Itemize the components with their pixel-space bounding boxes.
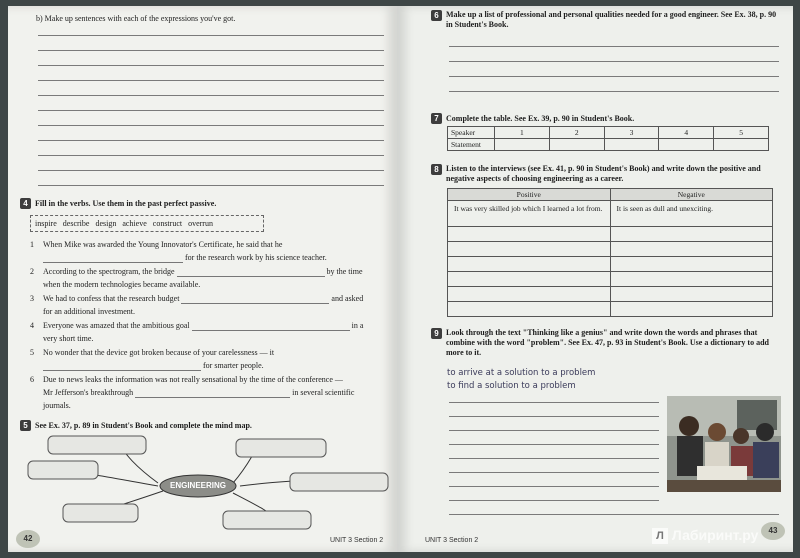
word-box	[30, 215, 264, 232]
ex4-item-2-line1	[43, 267, 363, 277]
ex4-item-6-line2	[43, 388, 354, 398]
ex4-title: Fill in the verbs. Use them in the past perfect passive.	[35, 199, 217, 208]
ex8-negative-1[interactable]: It is seen as dull and unexciting.	[610, 201, 773, 227]
left-page	[8, 6, 397, 552]
ex7-col-1: 1	[495, 127, 550, 139]
students-photo	[667, 396, 781, 492]
word-construct: construct	[152, 219, 183, 228]
word-inspire: inspire	[35, 219, 57, 228]
ex4-item-1-number: 1	[30, 240, 34, 249]
ex8-positive-cell[interactable]	[448, 257, 611, 272]
ex8-positive-cell[interactable]	[448, 287, 611, 302]
ex4-number-badge: 4	[20, 198, 31, 209]
ex8-number-badge: 8	[431, 164, 442, 175]
mind-map-box-4	[236, 439, 326, 457]
ex4-item-6-text2b: in several scientific	[292, 388, 355, 397]
mind-map-box-1	[48, 436, 146, 454]
page-number-right: 43	[761, 522, 785, 540]
watermark-logo-icon: Л	[652, 528, 668, 544]
mind-map-box-6	[223, 511, 311, 529]
ex8-positive-cell[interactable]	[448, 227, 611, 242]
blank-3[interactable]	[181, 295, 329, 304]
ex8-negative-cell[interactable]	[610, 302, 773, 317]
ex8-positive-cell[interactable]	[448, 242, 611, 257]
ex7-cell-1[interactable]	[495, 139, 550, 151]
ex7-number-badge: 7	[431, 113, 442, 124]
ex8-positive-cell[interactable]	[448, 302, 611, 317]
ex7-col-2: 2	[549, 127, 604, 139]
ex8-table	[447, 188, 773, 317]
ex4-item-2-text1b: by the time	[326, 267, 363, 276]
ex4-item-4-line2: very short time.	[43, 334, 94, 343]
ex8-positive-cell[interactable]	[448, 272, 611, 287]
word-achieve: achieve	[122, 219, 147, 228]
ex4-item-6-line3: journals.	[43, 401, 71, 410]
ex7-col-4: 4	[659, 127, 714, 139]
ex9-answer-2: to find a solution to a problem	[447, 381, 576, 391]
ex4-item-6-text2a: Mr Jefferson's breakthrough	[43, 388, 134, 397]
watermark-text: Лабиринт.ру	[671, 527, 759, 543]
ex8-negative-cell[interactable]	[610, 287, 773, 302]
ex7-title: Complete the table. See Ex. 39, p. 90 in Student's Book.	[446, 114, 635, 123]
ex4-item-4-text1a: Everyone was amazed that the ambitious goal	[43, 321, 190, 330]
ex9-title: Look through the text "Thinking like a genius" and write down the words and phrases that combine with the word "problem". See Ex. 47, p. 93 in Student's Book. Use a dictionary to add more to it.	[446, 328, 769, 357]
ex4-item-5-number: 5	[30, 348, 34, 357]
mind-map-box-3	[63, 504, 138, 522]
ex6-number-badge: 6	[431, 10, 442, 21]
ex7-row-speaker: Speaker	[448, 127, 495, 139]
ex4-item-4-text1b: in a	[351, 321, 364, 330]
ex7-cell-3[interactable]	[604, 139, 659, 151]
blank-2[interactable]	[177, 268, 325, 277]
ex7-table	[447, 126, 769, 151]
ex4-item-3-line2: for an additional investment.	[43, 307, 135, 316]
ex8-header-positive: Positive	[448, 189, 611, 201]
ex4-item-5-line2	[43, 361, 264, 371]
ex6-title: Make up a list of professional and personal qualities needed for a good engineer. See Ex. 38, p. 90 in Student's Book.	[446, 10, 777, 29]
ex4-item-5-text2: for smarter people.	[203, 361, 264, 370]
mind-map-center-label: ENGINEERING	[169, 481, 226, 490]
word-overrun: overrun	[188, 219, 213, 228]
ex7-row-statement: Statement	[448, 139, 495, 151]
ex4-item-4-line1	[43, 321, 363, 331]
ex-b-title: b) Make up sentences with each of the expressions you've got.	[36, 14, 236, 23]
ex8-title: Listen to the interviews (see Ex. 41, p. 90 in Student's Book) and write down the positive and negative aspects of choosing engineering as a career.	[446, 164, 761, 183]
ex4-item-6-number: 6	[30, 375, 34, 384]
ex4-item-1-line1: When Mike was awarded the Young Innovator's Certificate, he said that he	[43, 240, 283, 249]
ex4-item-4-number: 4	[30, 321, 34, 330]
word-design: design	[95, 219, 117, 228]
ex8-negative-cell[interactable]	[610, 272, 773, 287]
mind-map-box-5	[290, 473, 388, 491]
right-page	[397, 6, 793, 552]
ex9-number-badge: 9	[431, 328, 442, 339]
ex7-cell-4[interactable]	[659, 139, 714, 151]
ex4-item-6-line1: Due to news leaks the information was not really sensational by the time of the conference —	[43, 375, 343, 384]
blank-6[interactable]	[135, 389, 290, 398]
page-number-left: 42	[16, 530, 40, 548]
ex8-negative-cell[interactable]	[610, 257, 773, 272]
ex5-title: See Ex. 37, p. 89 in Student's Book and complete the mind map.	[35, 421, 252, 430]
mind-map-box-2	[28, 461, 98, 479]
ex4-item-2-number: 2	[30, 267, 34, 276]
watermark	[652, 527, 758, 544]
ex4-item-3-text1a: We had to confess that the research budget	[43, 294, 180, 303]
ex7-cell-5[interactable]	[714, 139, 769, 151]
ex4-item-3-line1	[43, 294, 363, 304]
blank-5[interactable]	[43, 362, 201, 371]
ex8-negative-cell[interactable]	[610, 242, 773, 257]
ex4-item-1-line2	[43, 253, 327, 263]
ex4-item-2-text1a: According to the spectrogram, the bridge	[43, 267, 175, 276]
ex8-negative-cell[interactable]	[610, 227, 773, 242]
ex4-item-1-text2: for the research work by his science teacher.	[185, 253, 327, 262]
blank-1[interactable]	[43, 254, 183, 263]
blank-4[interactable]	[192, 322, 350, 331]
footer-left: UNIT 3 Section 2	[330, 537, 384, 544]
ex8-positive-1[interactable]: It was very skilled job which I learned a lot from.	[448, 201, 611, 227]
connector-right	[240, 481, 293, 486]
ex7-col-5: 5	[714, 127, 769, 139]
ex4-item-2-line2: when the modern technologies became available.	[43, 280, 201, 289]
footer-right: UNIT 3 Section 2	[425, 537, 479, 544]
word-describe: describe	[62, 219, 90, 228]
ex7-col-3: 3	[604, 127, 659, 139]
ex4-item-5-line1: No wonder that the device got broken because of your carelessness — it	[43, 348, 275, 357]
ex4-item-3-number: 3	[30, 294, 34, 303]
ex4-item-3-text1b: and asked	[331, 294, 364, 303]
ex9-answer-1: to arrive at a solution to a problem	[447, 368, 596, 378]
ex7-cell-2[interactable]	[549, 139, 604, 151]
ex8-header-negative: Negative	[610, 189, 773, 201]
ex5-number-badge: 5	[20, 420, 31, 431]
